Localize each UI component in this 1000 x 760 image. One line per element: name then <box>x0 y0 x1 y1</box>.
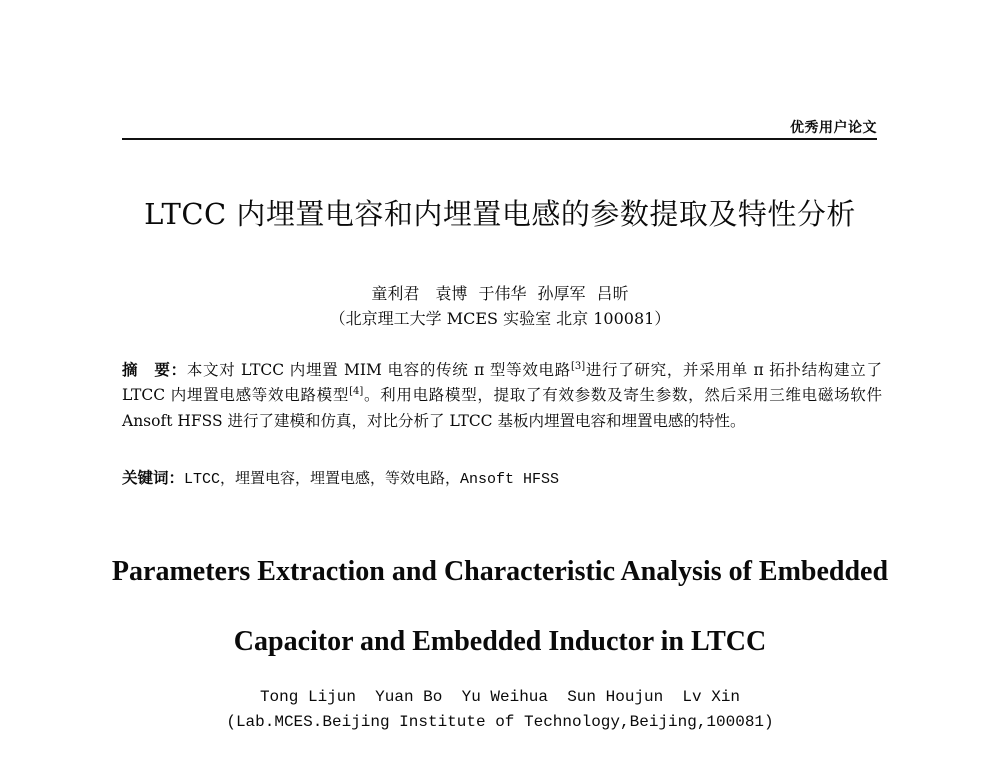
chinese-abstract <box>122 358 882 434</box>
abstract-text-3: 。利用电路模型，提取了有效参数及寄生参数，然后采用三维电磁场软件 Ansoft HFSS 进行了建模和仿真，对比分析了 LTCC 基板内埋置电容和埋置电感的特性。 <box>122 386 882 430</box>
keywords-text: LTCC，埋置电容，埋置电感，等效电路，Ansoft HFSS <box>184 471 560 488</box>
citation-ref-4: [4] <box>349 386 364 398</box>
chinese-keywords <box>122 466 882 492</box>
keywords-label: 关键词： <box>122 469 185 487</box>
abstract-text-2: 进行了研究，并采用单 π 拓扑结构建立了 LTCC 内埋置电感等效电路模型 <box>122 361 882 405</box>
section-header-label: 优秀用户论文 <box>790 120 877 136</box>
english-title-line-1: Parameters Extraction and Characteristic Analysis of Embedded <box>111 556 889 587</box>
english-title-line-2: Capacitor and Embedded Inductor in LTCC <box>233 626 767 657</box>
abstract-text-1: 本文对 LTCC 内埋置 MIM 电容的传统 π 型等效电路 <box>186 361 571 379</box>
english-authors: Tong Lijun Yuan Bo Yu Weihua Sun Houjun Lv Xin <box>259 688 741 706</box>
abstract-label: 摘 要： <box>122 361 187 379</box>
english-affiliation: (Lab.MCES.Beijing Institute of Technology,Beijing,100081) <box>226 713 774 731</box>
header-divider <box>122 138 877 140</box>
citation-ref-3: [3] <box>570 360 586 372</box>
chinese-title: LTCC 内埋置电容和内埋置电感的参数提取及特性分析 <box>144 197 856 231</box>
chinese-affiliation: （北京理工大学 MCES 实验室 北京 100081） <box>329 309 671 328</box>
chinese-authors: 童利君 袁博 于伟华 孙厚军 吕昕 <box>371 284 629 303</box>
